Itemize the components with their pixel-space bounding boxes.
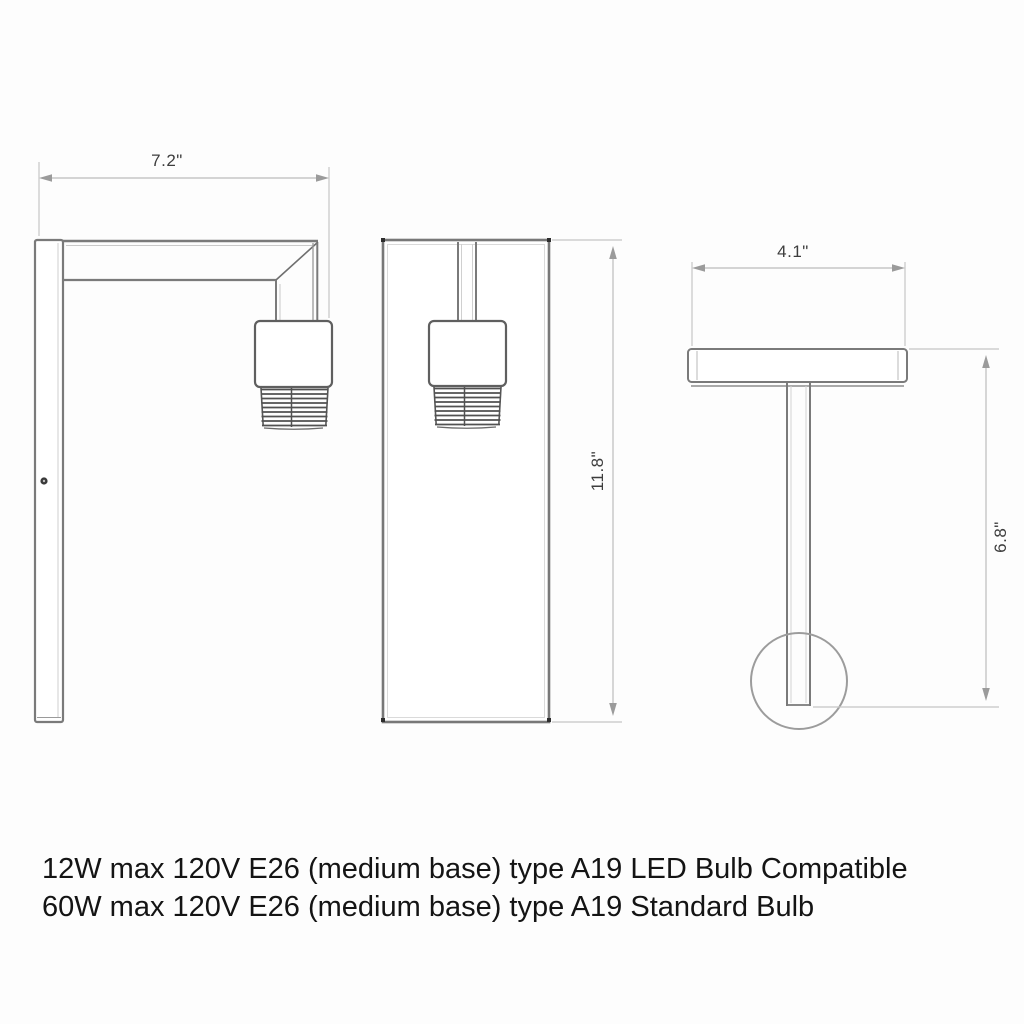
top-view [688,349,907,729]
arrow-up-icon [609,246,617,259]
dimension-top-width [692,262,905,346]
side-socket-body [255,321,332,387]
front-back-panel [383,240,549,722]
arrow-left-icon [39,174,52,182]
arrow-right-icon [316,174,329,182]
arrow-up-icon [982,355,990,368]
dimension-label-front-height: 11.8" [588,450,607,492]
arrow-down-icon [982,688,990,701]
dimension-top-depth [813,349,999,707]
side-wall-plate [35,240,63,722]
arrow-left-icon [692,264,705,272]
arrow-down-icon [609,703,617,716]
arrow-right-icon [892,264,905,272]
dimension-front-height [552,240,622,722]
spec-line-standard: 60W max 120V E26 (medium base) type A19 Standard Bulb [42,891,815,923]
side-arm-miter [276,242,318,280]
front-view [381,238,551,722]
top-panel-bar [688,349,907,382]
side-view [35,240,332,722]
top-socket-circle [751,633,847,729]
side-socket-threads [261,388,328,429]
dimension-label-top-depth: 6.8" [991,521,1010,553]
dimension-label-side-width: 7.2" [151,151,183,170]
dimension-label-top-width: 4.1" [777,242,809,261]
spec-line-led: 12W max 120V E26 (medium base) type A19 LED Bulb Compatible [42,853,908,885]
front-socket-body [429,321,506,386]
bulb-specs [42,850,908,926]
